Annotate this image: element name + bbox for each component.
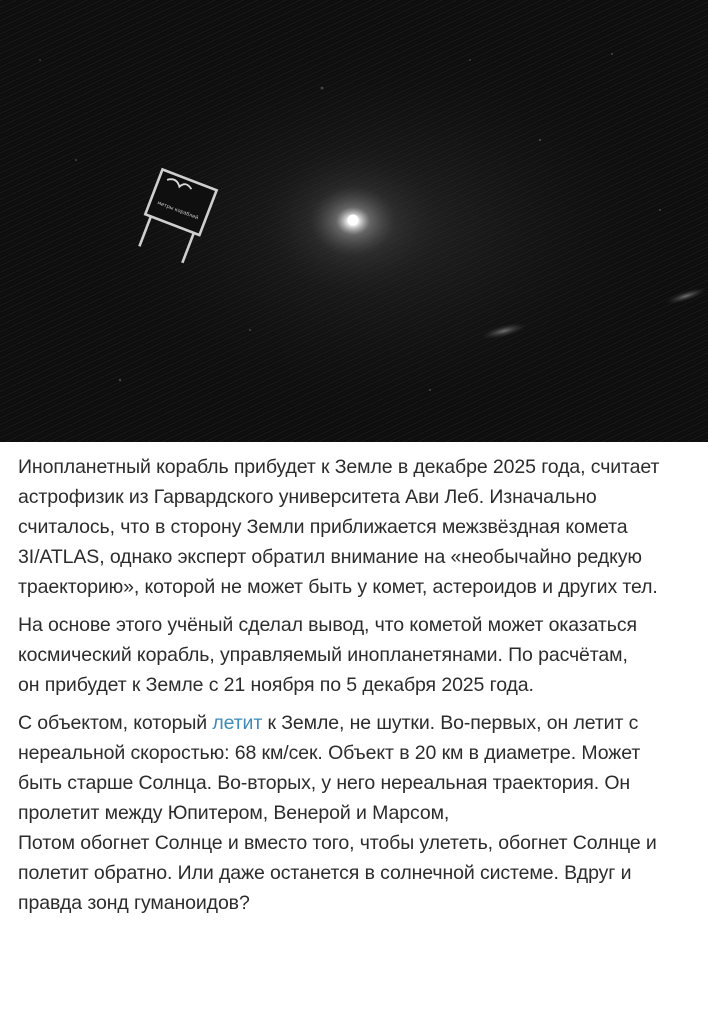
paragraph-3-line-1 <box>18 708 678 828</box>
comet-photo[interactable] <box>0 0 708 442</box>
ship-sign-label: метры кораблей <box>156 200 200 222</box>
article-paragraph-3 <box>18 708 678 918</box>
flying-link[interactable]: летит <box>212 712 263 734</box>
article-body <box>18 452 694 926</box>
paragraph-3-text-after-link: к Земле, не шутки. Во-первых, он летит с нереальной скоростью: 68 км/сек. Объект в 20 км в диаметре. Может быть старше Солнца. Во-вторых, у него нереальная траектория. Он пролетит между Юпитером, Венерой и Марсом, <box>18 712 641 824</box>
paragraph-3-line-2: Потом обогнет Солнце и вместо того, чтобы улететь, обогнет Солнце и полетит обратно. Или даже останется в солнечной системе. Вдруг и правда зонд гуманоидов? <box>18 832 657 914</box>
paragraph-3-text-before-link: С объектом, который <box>18 712 213 734</box>
comet-image <box>0 0 708 442</box>
article-paragraph-2: На основе этого учёный сделал вывод, что кометой может оказаться космический корабль, управляемый инопланетянами. По расчётам, он прибудет к Земле с 21 ноября по 5 декабря 2025 года. <box>18 614 637 696</box>
article-paragraph-1: Инопланетный корабль прибудет к Земле в декабре 2025 года, считает астрофизик из Гарвардского университета Ави Леб. Изначально считалось, что в сторону Земли приближается межзвёздная комета 3I/ATLAS, однако эксперт обратил внимание на «необычайно редкую траекторию», которой не может быть у комет, астероидов и других тел. <box>18 456 660 598</box>
